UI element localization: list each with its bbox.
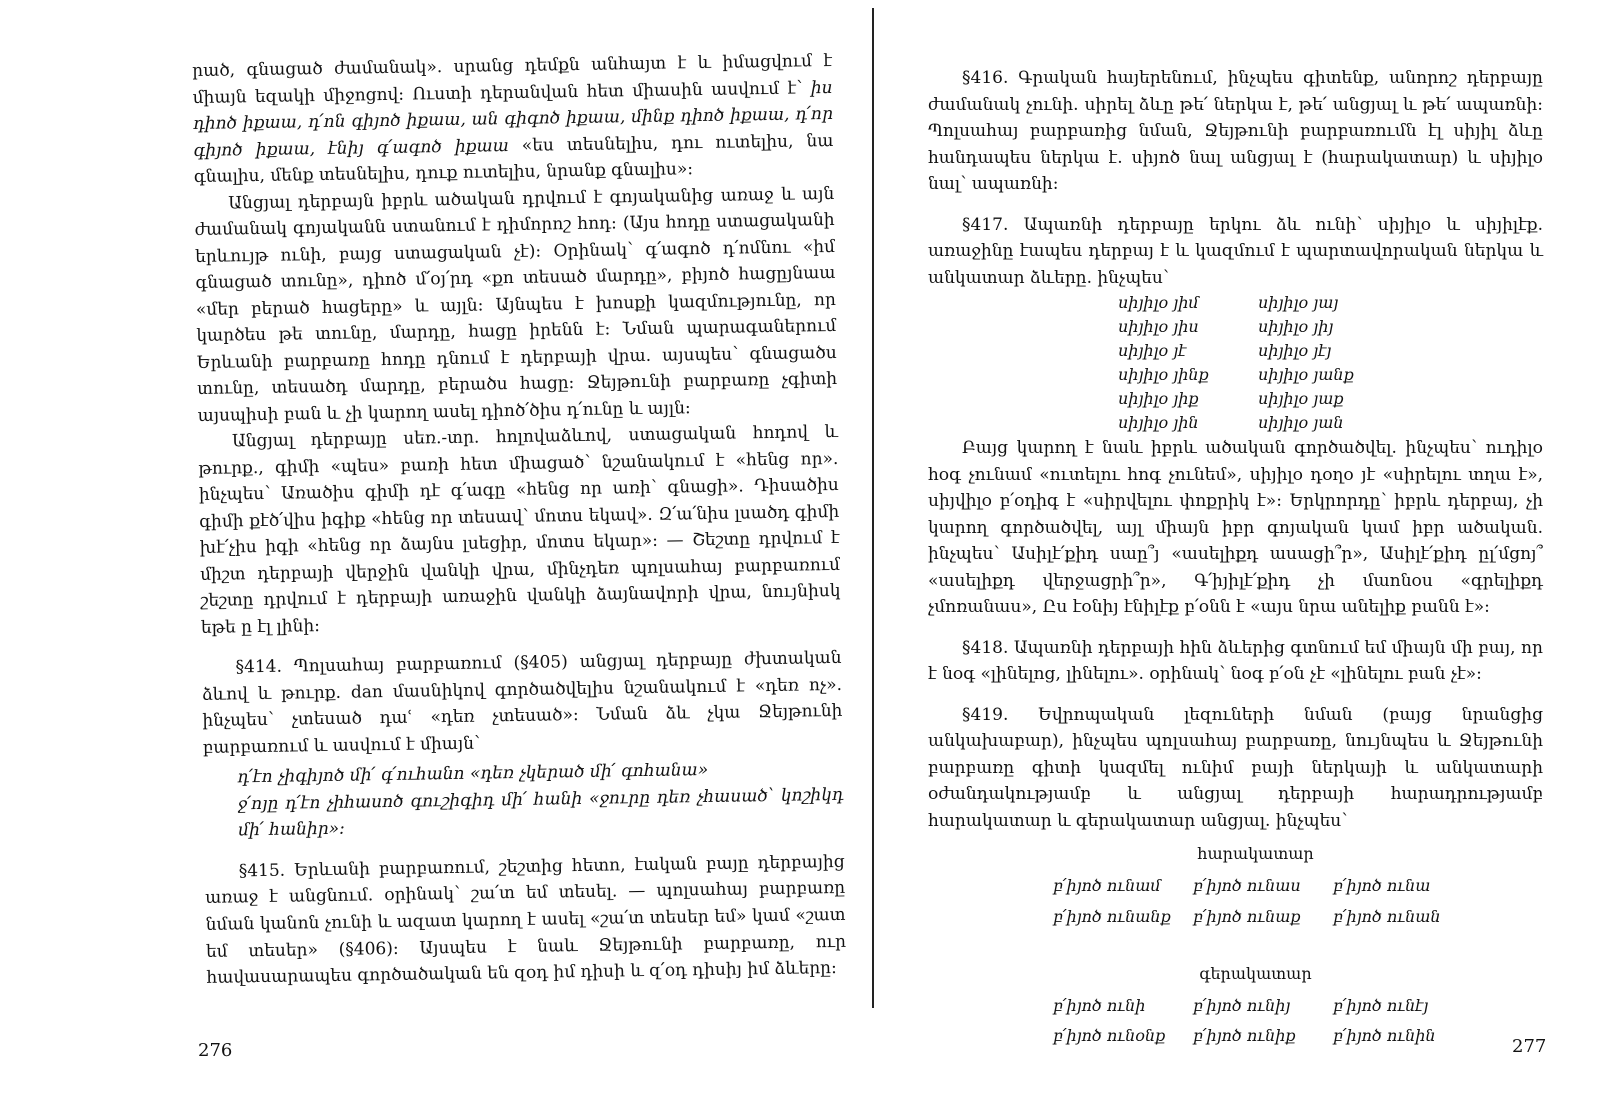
form: բ՛իյոծ ունանք <box>1053 906 1171 926</box>
section-415: §415. Երևանի բարբառում, շեշտից հետո, էական բայը դերբայից առաջ է անցնում. օրինակ՝ շա՛տ եմ տեսել. — պոլսահայ բարբառը նման կանոն չունի և ազատ կարող է ասել «շա՛տ տեսեր եմ» կամ «շատ եմ տեսեր» (§406): Այսպես է նաև Ջեյթունի բարբառը, ուր հավասարապես գործածական են զօդ իմ դիսի և զ՛օդ դիսիյ իմ ձևերը: <box>205 851 847 988</box>
example-line-1: դ՛էո չիգիյոծ մի՛ գ՛ուհանո «դեռ չկերած մի՛ գոհանա» <box>237 760 709 788</box>
form: բ՛իյոծ ունա <box>1333 876 1431 896</box>
section-414: §414. Պոլսահայ բարբառում (§405) անցյալ դերբայը ժխտական ձևով և թուրք. dan մասնիկով գործածվելիս նշանակում է «դեռ ոչ». ինչպես՝ չտեսած դաՙ «դեռ չտեսած»: Նման ձև չկա Ջեյթունի բարբառում և ասվում է միայն՝ <box>201 648 843 758</box>
italic-example: իս դիոծ իքաա, դ՛ոն գիյոծ իքաա, ան գիգոծ իքաա, մինք դիոծ իքաա, դ՛որ գիյոծ իքաա, էնիյ գ՛ագոծ իքաա <box>192 77 834 161</box>
form: սիյիլօ յանք <box>1258 365 1354 385</box>
section-418: §418. Ապառնի դերբայի հին ձևերից գտնում եմ միայն մի բայ, որ է նօգ «լինելոց, լինելու». օրինակ՝ նօգ բ՛օն չէ «լինելու բան չէ»: <box>928 637 1543 685</box>
form: սիյիլօ յիք <box>1118 389 1199 409</box>
form: բ՛իյոծ ունիք <box>1193 1026 1296 1046</box>
example-line-2: ջ՛ոյը դ՛էո չիհասոծ գուշիգիդ մի՛ հանի «ջուրը դեռ չհասած՝ կոշիկդ մի՛ հանիր»: <box>237 784 844 841</box>
perfect-forms <box>1053 871 1543 932</box>
paragraph-past-participle-adjective: Անցյալ դերբայն իբրև ածական դրվում է գոյականից առաջ և այն ժամանակ գոյականն ստանում է դիմորոշ հոդ: (Այս հոդը ստացականի երևույթ ունի, բայց ստացական չէ): Օրինակ՝ գ՛ագոծ դ՛ոմնու «իմ գնացած տունը», դիոծ մ՛օյ՛րդ «քո տեսած մարդը», բիյոծ հացըյնաա «մեր բերած հացերը» և այլն: Այնպես է խոսքի կազմությունը, որ կարծես թե տունը, մարդը, հացը իրենն է: Նման պարագաներում Երևանի բարբառը հոդը դնում է դերբայի վրա. այսպես՝ գնացածս տունը, տեսածդ մարդը, բերածս հացը: Ջեյթունի բարբառը չգիտի այսպիսի բան և չի կարող ասել դիոծ՛ծիս դ՛ունը և այլն: <box>194 183 838 426</box>
form: բ՛իյոծ ունան <box>1333 906 1441 926</box>
pluperfect-forms <box>1053 991 1543 1052</box>
future-participle-forms <box>1118 291 1543 435</box>
paragraph-continued: րած, գնացած ժամանակ». սրանց դեմքն անհայտ է և իմացվում է միայն եզակի միջոցով: Ուստի դերանվան հետ միասին ասվում է՝ իս դիոծ իքաա, դ՛ոն գիյոծ իքաա, ան գիգոծ իքաա, մինք դիոծ իքաա, դ՛որ գիյոծ իքաա, էնիյ գ՛ագոծ իքաա «ես տեսնելիս, դու ուտելիս, նա գնալիս, մենք տեսնելիս, դուք ուտելիս, նրանք գնալիս»: <box>192 50 834 188</box>
form: սիյիլօ յէյ <box>1258 341 1332 361</box>
section-417-continued: Բայց կարող է նաև իբրև ածական գործածվել. ինչպես՝ ուդիլօ հօգ չունամ «ուտելու հոգ չունեմ», սիյիլօ դօղօ յէ «սիրելու տղա է», սիյվիլօ բ՛օդիգ է «սիրվելու փոքրիկ է»: Երկրորդը՝ իբրև դերբայ, չի կարող գործածվել, այլ միայն իբր գոյական կամ իբր ածական. ինչպես՝ Ասիլէ՛քիդ սաը՞յ «ասելիքդ ասացի՞ր», Ասիլէ՛քիդ ըլ՛մցոյ՞ «ասելիքդ վերջացրի՞ր», Գ՛իյիլէ՛քիդ չի մաոնօս «գրելիքդ չմոռանաս», Ըս էօնիյ էնիլէք բ՛օնն է «այս նրա անելիք բանն է»: <box>928 438 1543 618</box>
page-number-right: 277 <box>1512 1036 1547 1057</box>
form: բ՛իյոծ ունէյ <box>1333 996 1429 1016</box>
form: բ՛իյոծ ունաք <box>1193 906 1301 926</box>
section-417: §417. Ապառնի դերբայը երկու ձև ունի՝ սիյիլօ և սիյիլէք. առաջինը էապես դերբայ է և կազմում է պարտավորական ներկա և անկատար ձևերը. ինչպես՝ <box>928 214 1543 288</box>
form: սիյիլօ յաք <box>1258 389 1344 409</box>
form: բ՛իյոծ ունին <box>1333 1026 1436 1046</box>
section-416: §416. Գրական հայերենում, ինչպես գիտենք, անորոշ դերբայը ժամանակ չունի. սիրել ձևը թե՛ ներկա է, թե՛ անցյալ և թե՛ ապառնի: Պոլսահայ բարբառից նման, Ջեյթունի բարբառումն էլ սիյիլ ձևը հանդապես ներկա է. սիյոծ նալ անցյալ է (հարակատար) և սիյիլօ նալ՝ ապառնի: <box>928 68 1543 195</box>
form: սիյիլօ յիս <box>1118 317 1199 337</box>
form: սիյիլօ յայ <box>1258 293 1339 313</box>
form: սիյիլօ յինք <box>1118 365 1209 385</box>
page-number-left: 276 <box>198 1040 233 1061</box>
right-text-column <box>928 65 1543 1052</box>
form: սիյիլօ յան <box>1258 413 1344 433</box>
section-419: §419. Եվրոպական լեզուների նման (բայց նրանցից անկախաբար), ինչպես պոլսահայ բարբառը, նույնպես և Ջեյթունի բարբառը գիտի կազմել ունիմ բայի ներկայի և անկատարի օժանդակությամբ և անցյալ դերբայի հարադրությամբ հարակատար և գերակատար անցյալ. ինչպես՝ <box>928 704 1543 831</box>
left-text-column <box>192 48 847 991</box>
form: սիյիլօ յիյ <box>1258 317 1334 337</box>
form: սիյիլօ յէ <box>1118 341 1187 361</box>
right-page <box>876 0 1601 1114</box>
perfect-title: հարակատար <box>1197 844 1314 864</box>
paragraph-past-participle-gimi: Անցյալ դերբայը սեռ.-տր. հոլովաձևով, ստացական հոդով և թուրք., գիմի «պես» բառի հետ միացած՝ նշանակում է «հենց որ». ինչպես՝ Առածիս գիմի դէ գ՛ագը «հենց որ առի՝ գնացի». Դիսածիս գիմի քէծ՛վիս իգիք «հենց որ տեսավ՝ մոտս եկավ». Զ՛ա՛նիս լսածդ գիմի խէ՛չիս իգի «հենց որ ձայնս լսեցիր, մոտս եկար»: — Շեշտը դրվում է միշտ դերբայի վերջին վանկի վրա, մինչդեռ պոլսահայ բարբառում շեշտը դրվում է դերբայի առաջին վանկի ձայնավորի վրա, նույնիսկ եթե ը էլ լինի: <box>198 422 841 638</box>
form: բ՛իյոծ ունօնք <box>1053 1026 1166 1046</box>
form: բ՛իյոծ ունաս <box>1193 876 1301 896</box>
book-fold <box>872 8 874 1008</box>
form: բ՛իյոծ ունամ <box>1053 876 1161 896</box>
form: սիյիլօ յին <box>1118 413 1199 433</box>
form: բ՛իյոծ ունի <box>1053 996 1146 1016</box>
form: բ՛իյոծ ունիյ <box>1193 996 1291 1016</box>
pluperfect-title: գերակատար <box>1199 964 1312 984</box>
form: սիյիլօ յիմ <box>1118 293 1199 313</box>
